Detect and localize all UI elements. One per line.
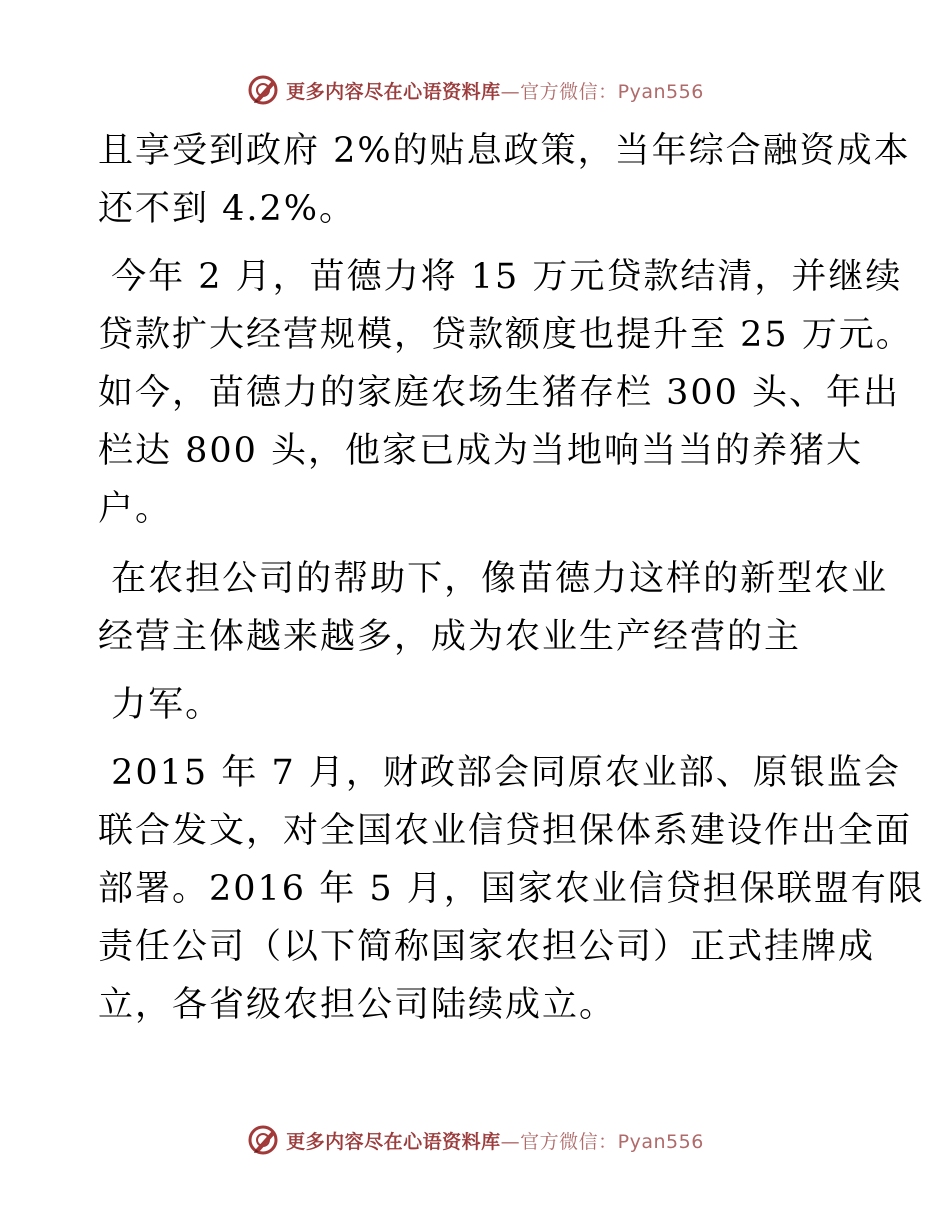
text-line: 在农担公司的帮助下，像苗德力这样的新型农业 — [98, 559, 889, 599]
text-line: 经营主体越来越多，成为农业生产经营的主 — [98, 617, 802, 657]
text-line: 部署。2016 年 5 月，国家农业信贷担保联盟有限 — [98, 869, 925, 909]
pen-logo-icon — [246, 1123, 280, 1157]
banner — [246, 73, 704, 107]
banner — [246, 1123, 704, 1157]
text-line: 还不到 4.2%。 — [98, 189, 357, 229]
text-line: 今年 2 月，苗德力将 15 万元贷款结清，并继续 — [98, 257, 903, 297]
text-line: 如今，苗德力的家庭农场生猪存栏 300 头、年出 — [98, 373, 901, 413]
text-line: 贷款扩大经营规模，贷款额度也提升至 25 万元。 — [98, 315, 913, 355]
text-line: 联合发文，对全国农业信贷担保体系建设作出全面 — [98, 811, 913, 851]
banner-text-strong: 更多内容尽在心语资料库 — [286, 1130, 501, 1153]
pen-logo-icon — [246, 73, 280, 107]
banner-text-rest: —官方微信：Pyan556 — [500, 80, 704, 103]
banner-text-rest: —官方微信：Pyan556 — [500, 1130, 704, 1153]
banner-text — [286, 77, 704, 104]
text-line: 且享受到政府 2%的贴息政策，当年综合融资成本 — [98, 131, 911, 171]
text-line: 2015 年 7 月，财政部会同原农业部、原银监会 — [98, 753, 901, 793]
header-banner — [0, 70, 950, 110]
text-line: 责任公司（以下简称国家农担公司）正式挂牌成 — [98, 927, 876, 967]
text-line: 立，各省级农担公司陆续成立。 — [98, 985, 617, 1025]
banner-text-strong: 更多内容尽在心语资料库 — [286, 80, 501, 103]
footer-banner — [0, 1120, 950, 1160]
text-line: 栏达 800 头，他家已成为当地响当当的养猪大 — [98, 431, 864, 471]
document-body — [98, 122, 925, 1034]
text-line: 力军。 — [98, 685, 223, 725]
text-line: 户。 — [98, 489, 173, 529]
banner-text — [286, 1127, 704, 1154]
